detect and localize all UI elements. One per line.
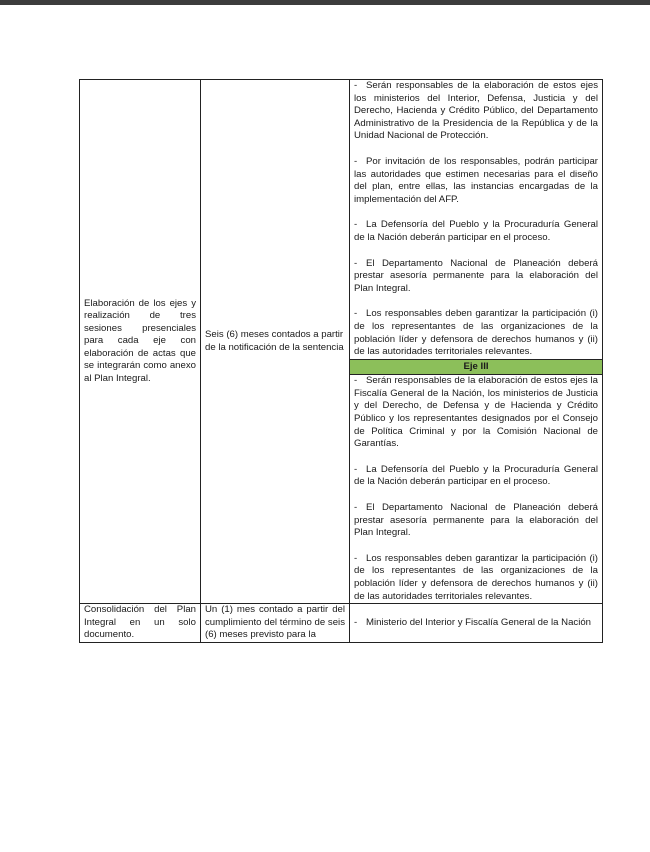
- dash-bullet: -: [354, 155, 358, 167]
- activity-text: Consolidación del Plan Integral en un solo documento.: [84, 604, 196, 641]
- activity-cell: [80, 80, 201, 604]
- activity-text: Elaboración de los ejes y realización de tres sesiones presenciales para cada eje con elaboración de actas que se integrarán como anexo al Plan Integral.: [84, 297, 196, 385]
- list-item: - Serán responsables de la elaboración de estos ejes la Fiscalía General de la Nación, los ministerios de Justicia y del Derecho, de Defensa y de Hacienda y Crédito Público y los representantes designados por el Consejo de Política Criminal y por la Comisión Nacional de Garantías.: [354, 375, 598, 450]
- list-item: - La Defensoría del Pueblo y la Procuraduría General de la Nación deberán participar en el proceso.: [354, 463, 598, 488]
- list-item: - Serán responsables de la elaboración de estos ejes los ministerios del Interior, Defensa, Justicia y del Derecho, Hacienda y Crédito Público, del Departamento Administrativo de la Presidencia de la República y de la Unidad Nacional de Protección.: [354, 80, 598, 142]
- list-item: - Ministerio del Interior y Fiscalía General de la Nación: [354, 616, 592, 628]
- dash-bullet: -: [354, 308, 358, 320]
- term-text: Seis (6) meses contados a partir de la notificación de la sentencia: [205, 329, 344, 353]
- plan-table: [79, 79, 603, 643]
- responsibles-cell: [350, 80, 603, 360]
- list-item: - La Defensoría del Pueblo y la Procuraduría General de la Nación deberán participar en el proceso.: [354, 219, 598, 243]
- dash-bullet: -: [354, 616, 358, 628]
- dash-bullet: -: [354, 219, 358, 231]
- list-item: - Por invitación de los responsables, podrán participar las autoridades que estimen necesarias para el diseño del plan, entre ellas, las instancias encargadas de la implementación del AFP.: [354, 155, 598, 205]
- table-row: [80, 80, 603, 360]
- dash-bullet: -: [354, 463, 358, 475]
- term-cell: [201, 80, 350, 604]
- table-row: [80, 604, 603, 643]
- eje-iii-header: Eje III: [350, 359, 603, 375]
- term-cell: [201, 604, 350, 643]
- list-item: - El Departamento Nacional de Planeación deberá prestar asesoría permanente para la elaboración del Plan Integral.: [354, 502, 598, 539]
- list-item: - Los responsables deben garantizar la participación (i) de los representantes de las organizaciones de la población líder y defensora de derechos humanos y (ii) de las autoridades territoriales relevantes.: [354, 308, 598, 358]
- list-item: - Los responsables deben garantizar la participación (i) de los representantes de las organizaciones de la población líder y defensora de derechos humanos y (ii) de las autoridades territoriales relevantes.: [354, 552, 598, 602]
- dash-bullet: -: [354, 80, 358, 91]
- dash-bullet: -: [354, 502, 358, 514]
- dash-bullet: -: [354, 552, 358, 564]
- list-item: - El Departamento Nacional de Planeación deberá prestar asesoría permanente para la elaboración del Plan Integral.: [354, 257, 598, 294]
- responsibles-cell: [350, 604, 603, 643]
- viewer-top-bar: [0, 0, 650, 5]
- dash-bullet: -: [354, 375, 358, 387]
- activity-cell: [80, 604, 201, 643]
- responsibles-cell: [350, 375, 603, 604]
- dash-bullet: -: [354, 257, 358, 269]
- term-text: Un (1) mes contado a partir del cumplimiento del término de seis (6) meses previsto para la: [205, 604, 345, 641]
